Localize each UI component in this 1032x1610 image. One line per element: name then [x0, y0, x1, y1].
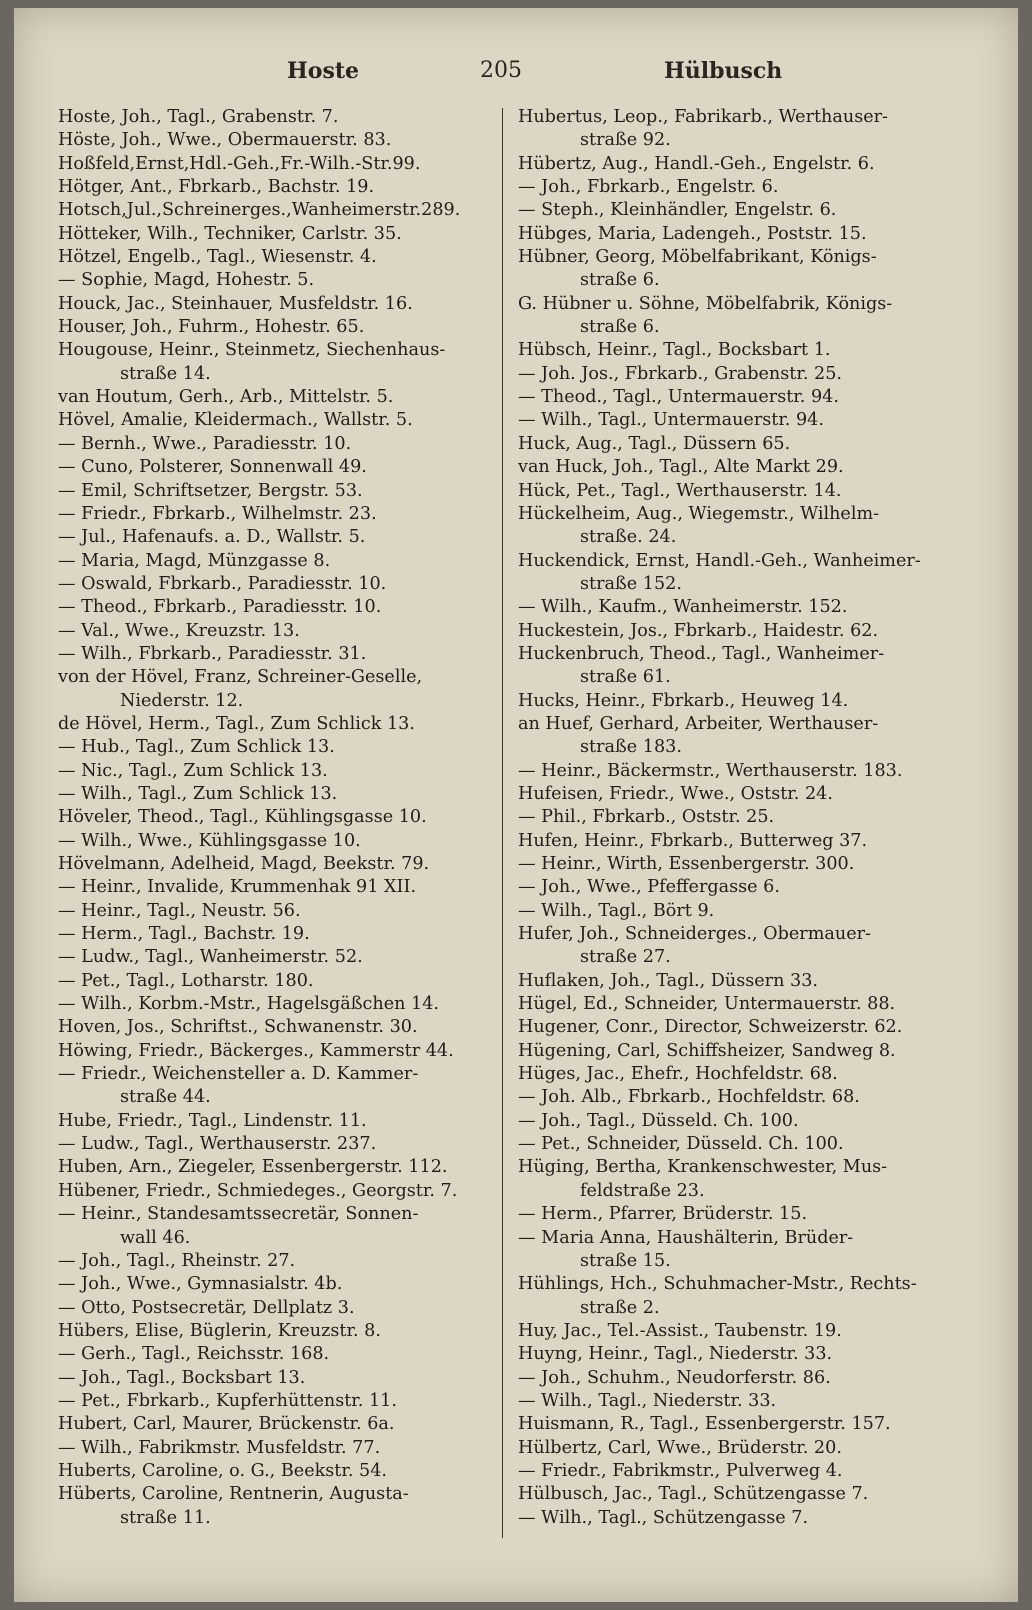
directory-entry: — Val., Wwe., Kreuzstr. 13.	[58, 620, 300, 641]
directory-entry: — Joh. Jos., Fbrkarb., Grabenstr. 25.	[518, 363, 842, 384]
directory-entry: — Friedr., Weichensteller a. D. Kammer-	[58, 1064, 419, 1085]
directory-entry: — Wilh., Tagl., Schützengasse 7.	[518, 1507, 809, 1528]
directory-entry: feldstraße 23.	[580, 1180, 705, 1201]
directory-entry: Hüberts, Caroline, Rentnerin, Augusta-	[58, 1484, 409, 1505]
directory-entry: — Wilh., Korbm.-Mstr., Hagelsgäßchen 14.	[58, 994, 440, 1015]
directory-entry: Hubert, Carl, Maurer, Brückenstr. 6a.	[58, 1414, 395, 1435]
directory-entry: Hückelheim, Aug., Wiegemstr., Wilhelm-	[518, 503, 880, 524]
directory-entry: — Pet., Tagl., Lotharstr. 180.	[58, 970, 314, 991]
directory-entry: — Pet., Schneider, Düsseld. Ch. 100.	[518, 1134, 844, 1155]
directory-entry: — Heinr., Wirth, Essenbergerstr. 300.	[518, 854, 855, 874]
directory-entry: straße 44.	[120, 1087, 211, 1108]
directory-entry: — Wilh., Tagl., Niederstr. 33.	[518, 1390, 777, 1411]
directory-entry: — Heinr., Tagl., Neustr. 56.	[58, 900, 301, 921]
directory-entry: G. Hübner u. Söhne, Möbelfabrik, Königs-	[518, 293, 893, 314]
directory-entry: wall 46.	[120, 1227, 191, 1248]
directory-entry: — Friedr., Fabrikmstr., Pulverweg 4.	[518, 1460, 843, 1481]
directory-entry: straße 15.	[580, 1250, 671, 1271]
directory-entry: — Cuno, Polsterer, Sonnenwall 49.	[58, 457, 367, 478]
directory-entry: an Huef, Gerhard, Arbeiter, Werthauser-	[518, 713, 879, 734]
directory-entry: Hougouse, Heinr., Steinmetz, Siechenhaus-	[58, 340, 446, 361]
directory-entry: — Hub., Tagl., Zum Schlick 13.	[58, 737, 335, 758]
directory-entry: Hubertus, Leop., Fabrikarb., Werthauser-	[518, 107, 888, 127]
directory-entry: Houser, Joh., Fuhrm., Hohestr. 65.	[58, 317, 365, 338]
directory-entry: — Heinr., Invalide, Krummenhak 91 XII.	[58, 877, 417, 898]
directory-entry: — Pet., Fbrkarb., Kupferhüttenstr. 11.	[58, 1390, 397, 1411]
directory-entry: — Herm., Tagl., Bachstr. 19.	[58, 924, 310, 945]
directory-entry: — Ludw., Tagl., Werthauserstr. 237.	[58, 1134, 377, 1155]
directory-entry: straße 11.	[120, 1507, 211, 1528]
directory-entry: — Joh., Tagl., Düsseld. Ch. 100.	[518, 1110, 799, 1131]
directory-entry: — Friedr., Fbrkarb., Wilhelmstr. 23.	[58, 503, 377, 524]
directory-entry: Hötzel, Engelb., Tagl., Wiesenstr. 4.	[58, 247, 377, 268]
directory-entry: Hübertz, Aug., Handl.-Geh., Engelstr. 6.	[518, 153, 875, 174]
directory-entry: straße 61.	[580, 667, 671, 688]
directory-entry: Huy, Jac., Tel.-Assist., Taubenstr. 19.	[518, 1320, 842, 1341]
directory-entry: Hötteker, Wilh., Techniker, Carlstr. 35.	[58, 223, 402, 244]
directory-entry: Hülbusch, Jac., Tagl., Schützengasse 7.	[518, 1484, 869, 1505]
directory-entry: Hucks, Heinr., Fbrkarb., Heuweg 14.	[518, 690, 849, 711]
directory-entry: Hübsch, Heinr., Tagl., Bocksbart 1.	[518, 340, 831, 361]
directory-entry: — Wilh., Wwe., Kühlingsgasse 10.	[58, 830, 361, 851]
directory-entry: — Wilh., Kaufm., Wanheimerstr. 152.	[518, 597, 848, 618]
directory-entry: Hötger, Ant., Fbrkarb., Bachstr. 19.	[58, 177, 375, 198]
directory-entry: straße 183.	[580, 737, 682, 758]
directory-entry: van Huck, Joh., Tagl., Alte Markt 29.	[518, 457, 844, 478]
directory-entry: — Heinr., Standesamtssecretär, Sonnen-	[58, 1204, 419, 1225]
directory-entry: — Theod., Tagl., Untermauerstr. 94.	[518, 387, 839, 408]
directory-entry: — Wilh., Tagl., Untermauerstr. 94.	[518, 410, 824, 431]
directory-entry: — Ludw., Tagl., Wanheimerstr. 52.	[58, 947, 363, 968]
directory-entry: Hotsch,Jul.,Schreinerges.,Wanheimerstr.289.	[58, 200, 461, 221]
directory-entry: straße 6.	[580, 270, 660, 291]
directory-entry: — Nic., Tagl., Zum Schlick 13.	[58, 760, 328, 781]
directory-entry: — Wilh., Tagl., Bört 9.	[518, 900, 715, 921]
directory-entry: Hüges, Jac., Ehefr., Hochfeldstr. 68.	[518, 1064, 838, 1085]
left-column	[58, 106, 498, 1530]
directory-entry: Hugener, Conr., Director, Schweizerstr. 62.	[518, 1017, 903, 1038]
directory-page	[14, 8, 1018, 1602]
directory-entry: von der Hövel, Franz, Schreiner-Geselle,	[58, 667, 423, 688]
directory-entry: Hube, Friedr., Tagl., Lindenstr. 11.	[58, 1110, 367, 1131]
directory-entry: — Heinr., Bäckermstr., Werthauserstr. 183.	[518, 760, 903, 781]
directory-entry: — Wilh., Tagl., Zum Schlick 13.	[58, 783, 338, 804]
directory-entry: — Maria Anna, Haushälterin, Brüder-	[518, 1227, 854, 1248]
directory-entry: — Wilh., Fbrkarb., Paradiesstr. 31.	[58, 643, 367, 664]
directory-entry: Niederstr. 12.	[120, 690, 244, 711]
directory-entry: — Joh., Tagl., Bocksbart 13.	[58, 1367, 306, 1388]
directory-entry: — Herm., Pfarrer, Brüderstr. 15.	[518, 1204, 808, 1225]
directory-entry: — Jul., Hafenaufs. a. D., Wallstr. 5.	[58, 527, 366, 548]
directory-entry: Hoven, Jos., Schriftst., Schwanenstr. 30.	[58, 1017, 418, 1038]
directory-entry: Houck, Jac., Steinhauer, Musfeldstr. 16.	[58, 293, 413, 314]
directory-entry: Huberts, Caroline, o. G., Beekstr. 54.	[58, 1460, 388, 1481]
directory-entry: straße. 24.	[580, 527, 677, 548]
directory-entry: — Otto, Postsecretär, Dellplatz 3.	[58, 1297, 355, 1318]
directory-entry: — Joh. Alb., Fbrkarb., Hochfeldstr. 68.	[518, 1087, 860, 1108]
directory-entry: — Joh., Fbrkarb., Engelstr. 6.	[518, 177, 779, 198]
directory-entry: straße 92.	[580, 130, 671, 151]
directory-entry: Huck, Aug., Tagl., Düssern 65.	[518, 433, 791, 454]
directory-entry: Hoste, Joh., Tagl., Grabenstr. 7.	[58, 107, 339, 127]
directory-entry: — Oswald, Fbrkarb., Paradiesstr. 10.	[58, 573, 387, 594]
right-column	[518, 106, 988, 1530]
directory-entry: — Joh., Schuhm., Neudorferstr. 86.	[518, 1367, 831, 1388]
directory-entry: Huflaken, Joh., Tagl., Düssern 33.	[518, 970, 818, 991]
directory-entry: Hufeisen, Friedr., Wwe., Oststr. 24.	[518, 783, 833, 804]
directory-entry: Hübers, Elise, Büglerin, Kreuzstr. 8.	[58, 1320, 381, 1341]
directory-entry: — Joh., Tagl., Rheinstr. 27.	[58, 1250, 296, 1271]
directory-entry: Hövel, Amalie, Kleidermach., Wallstr. 5.	[58, 410, 413, 431]
directory-entry: Hügening, Carl, Schiffsheizer, Sandweg 8.	[518, 1040, 896, 1061]
directory-entry: Hüging, Bertha, Krankenschwester, Mus-	[518, 1157, 888, 1178]
header-left-word: Hoste	[287, 58, 360, 84]
page-number: 205	[480, 58, 522, 83]
directory-entry: — Emil, Schriftsetzer, Bergstr. 53.	[58, 480, 363, 501]
directory-entry: — Joh., Wwe., Gymnasialstr. 4b.	[58, 1274, 343, 1295]
directory-entry: — Steph., Kleinhändler, Engelstr. 6.	[518, 200, 837, 221]
directory-entry: — Theod., Fbrkarb., Paradiesstr. 10.	[58, 597, 382, 618]
directory-entry: Hübener, Friedr., Schmiedeges., Georgstr. 7.	[58, 1180, 458, 1201]
directory-entry: Hübner, Georg, Möbelfabrikant, Königs-	[518, 247, 877, 268]
directory-entry: Hoßfeld,Ernst,Hdl.-Geh.,Fr.-Wilh.-Str.99.	[58, 153, 421, 174]
directory-entry: — Joh., Wwe., Pfeffergasse 6.	[518, 877, 780, 898]
directory-entry: Höste, Joh., Wwe., Obermauerstr. 83.	[58, 130, 392, 151]
page-header	[54, 58, 978, 90]
directory-entry: Huismann, R., Tagl., Essenbergerstr. 157.	[518, 1414, 891, 1435]
directory-entry: Hufer, Joh., Schneiderges., Obermauer-	[518, 924, 871, 945]
directory-entry: straße 2.	[580, 1297, 660, 1318]
directory-entry: — Wilh., Fabrikmstr. Musfeldstr. 77.	[58, 1437, 381, 1458]
directory-entry: — Sophie, Magd, Hohestr. 5.	[58, 270, 315, 291]
column-divider	[502, 108, 503, 1538]
directory-entry: Huckenbruch, Theod., Tagl., Wanheimer-	[518, 643, 885, 664]
directory-entry: straße 152.	[580, 573, 682, 594]
directory-entry: Huben, Arn., Ziegeler, Essenbergerstr. 112.	[58, 1157, 448, 1178]
directory-entry: straße 14.	[120, 363, 211, 384]
directory-entry: Hühlings, Hch., Schuhmacher-Mstr., Rechts-	[518, 1274, 917, 1295]
directory-entry: — Maria, Magd, Münzgasse 8.	[58, 550, 331, 571]
header-right-word: Hülbusch	[664, 58, 783, 84]
directory-entry: Hövelmann, Adelheid, Magd, Beekstr. 79.	[58, 854, 430, 874]
directory-entry: Hück, Pet., Tagl., Werthauserstr. 14.	[518, 480, 842, 501]
directory-entry: Huckestein, Jos., Fbrkarb., Haidestr. 62.	[518, 620, 879, 641]
directory-entry: Hufen, Heinr., Fbrkarb., Butterweg 37.	[518, 830, 868, 851]
directory-entry: Hübges, Maria, Ladengeh., Poststr. 15.	[518, 223, 867, 244]
directory-entry: Höwing, Friedr., Bäckerges., Kammerstr 44.	[58, 1040, 454, 1061]
directory-entry: Hülbertz, Carl, Wwe., Brüderstr. 20.	[518, 1437, 842, 1458]
directory-entry: — Phil., Fbrkarb., Oststr. 25.	[518, 807, 775, 828]
directory-entry: straße 6.	[580, 317, 660, 338]
directory-entry: Hügel, Ed., Schneider, Untermauerstr. 88.	[518, 994, 896, 1015]
directory-entry: straße 27.	[580, 947, 671, 968]
directory-entry: Huckendick, Ernst, Handl.-Geh., Wanheimer-	[518, 550, 921, 571]
directory-entry: van Houtum, Gerh., Arb., Mittelstr. 5.	[58, 387, 394, 408]
directory-entry: — Gerh., Tagl., Reichsstr. 168.	[58, 1344, 330, 1365]
directory-entry: — Bernh., Wwe., Paradiesstr. 10.	[58, 433, 352, 454]
directory-entry: Huyng, Heinr., Tagl., Niederstr. 33.	[518, 1344, 833, 1365]
directory-entry: Höveler, Theod., Tagl., Kühlingsgasse 10.	[58, 807, 427, 828]
directory-entry: de Hövel, Herm., Tagl., Zum Schlick 13.	[58, 713, 415, 734]
